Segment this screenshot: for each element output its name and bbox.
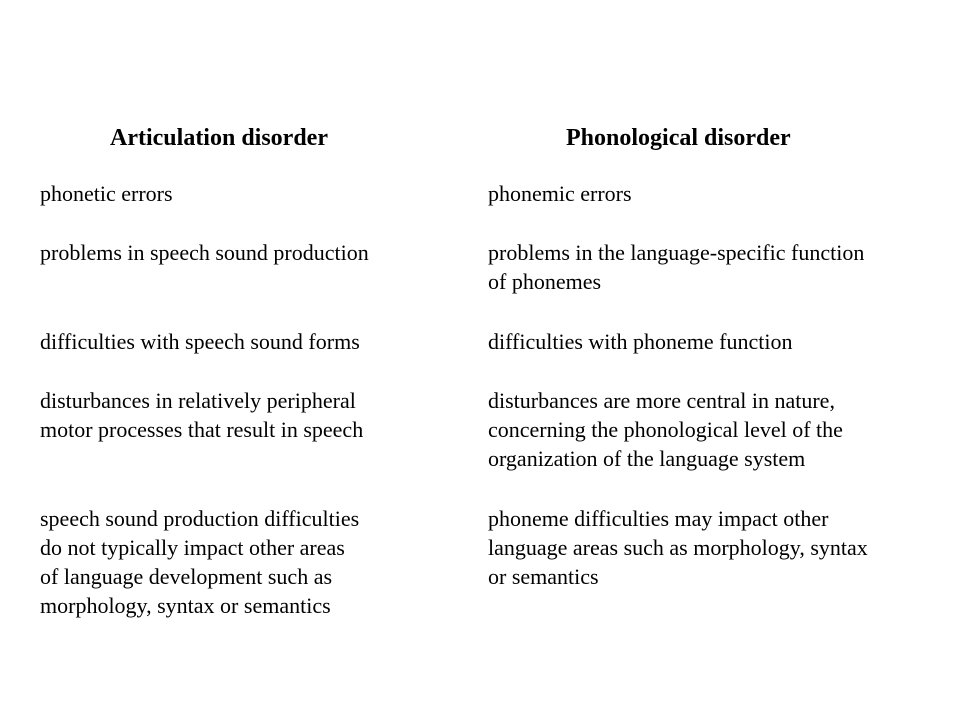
articulation-column	[40, 123, 460, 618]
articulation-item-5: speech sound production difficulties do not typically impact other areas of language development such as morphology, syntax or semantics	[40, 506, 360, 618]
articulation-item-3: difficulties with speech sound forms	[40, 329, 360, 354]
articulation-heading: Articulation disorder	[110, 125, 328, 151]
phonological-heading: Phonological disorder	[566, 125, 791, 151]
phonological-column	[488, 123, 928, 589]
phonological-item-1: phonemic errors	[488, 181, 632, 206]
phonological-item-3: difficulties with phoneme function	[488, 329, 793, 354]
articulation-item-4: disturbances in relatively peripheral motor processes that result in speech	[40, 388, 364, 442]
phonological-item-2: problems in the language-specific function of phonemes	[488, 240, 865, 294]
phonological-item-4: disturbances are more central in nature, concerning the phonological level of the organization of the language system	[488, 388, 843, 471]
articulation-item-1: phonetic errors	[40, 181, 173, 206]
phonological-item-5: phoneme difficulties may impact other language areas such as morphology, syntax or semantics	[488, 506, 868, 589]
articulation-item-2: problems in speech sound production	[40, 240, 369, 265]
